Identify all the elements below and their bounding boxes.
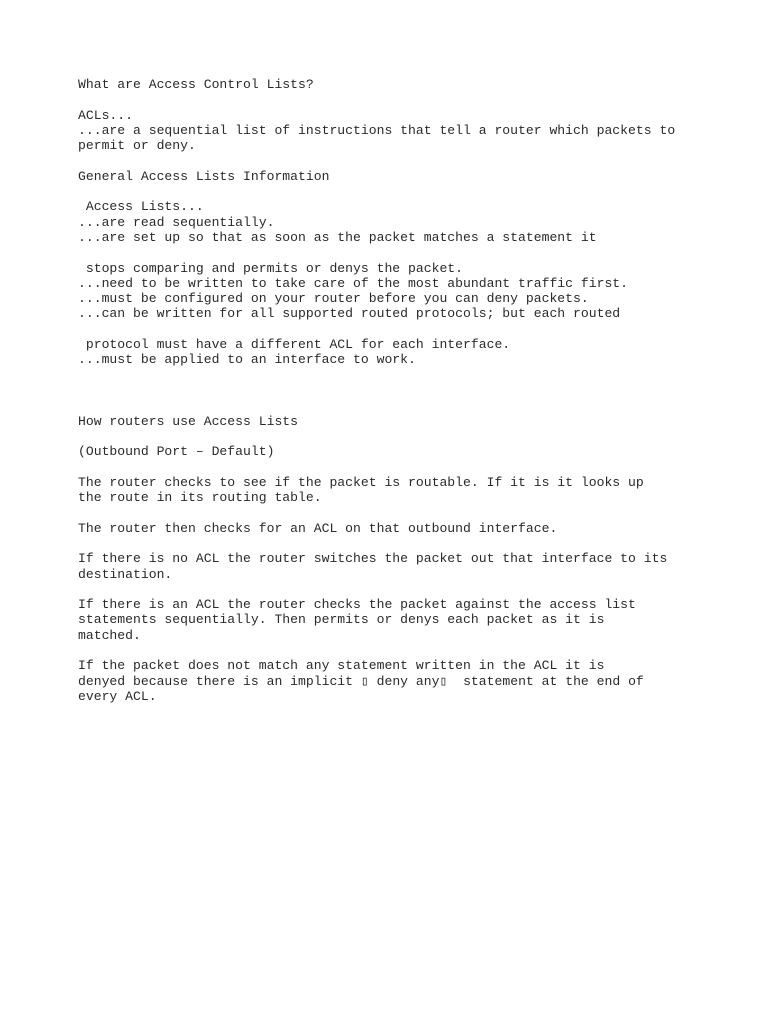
acl-intro: ACLs... (78, 107, 134, 123)
paragraph-line: statements sequentially. Then permits or denys each packet as it is (78, 612, 605, 628)
paragraph-line: If there is no ACL the router switches the packet out that interface to its (78, 551, 668, 567)
list-item: ...must be applied to an interface to work. (78, 352, 416, 368)
document-body (78, 77, 718, 704)
list-item-continuation: stops comparing and permits or denys the packet. (78, 260, 464, 276)
paragraph-line: denyed because there is an implicit ▯ deny any▯ statement at the end of (78, 673, 644, 689)
outbound-port-note: (Outbound Port – Default) (78, 444, 275, 460)
access-lists-intro: Access Lists... (78, 199, 204, 215)
acl-definition-line: permit or deny. (78, 138, 196, 154)
section-title-routers: How routers use Access Lists (78, 413, 299, 429)
paragraph-line: matched. (78, 627, 141, 643)
list-item: ...are read sequentially. (78, 214, 275, 230)
list-item: ...must be configured on your router before you can deny packets. (78, 291, 589, 307)
list-item: ...need to be written to take care of the most abundant traffic first. (78, 275, 629, 291)
list-item: ...are set up so that as soon as the packet matches a statement it (78, 229, 597, 245)
paragraph-line: If there is an ACL the router checks the packet against the access list (78, 597, 636, 613)
acl-definition-line: ...are a sequential list of instructions that tell a router which packets to (78, 122, 676, 138)
paragraph-line: destination. (78, 566, 173, 582)
paragraph-line: the route in its routing table. (78, 490, 322, 506)
list-item-continuation: protocol must have a different ACL for each interface. (78, 337, 511, 353)
paragraph-line: every ACL. (78, 688, 157, 704)
section-title-acl: What are Access Control Lists? (78, 77, 314, 92)
paragraph-line: The router checks to see if the packet is routable. If it is it looks up (78, 474, 644, 490)
list-item: ...can be written for all supported routed protocols; but each routed (78, 306, 621, 322)
paragraph-line: If the packet does not match any statement written in the ACL it is (78, 658, 605, 674)
paragraph-line: The router then checks for an ACL on that outbound interface. (78, 520, 558, 536)
section-title-general: General Access Lists Information (78, 168, 330, 184)
